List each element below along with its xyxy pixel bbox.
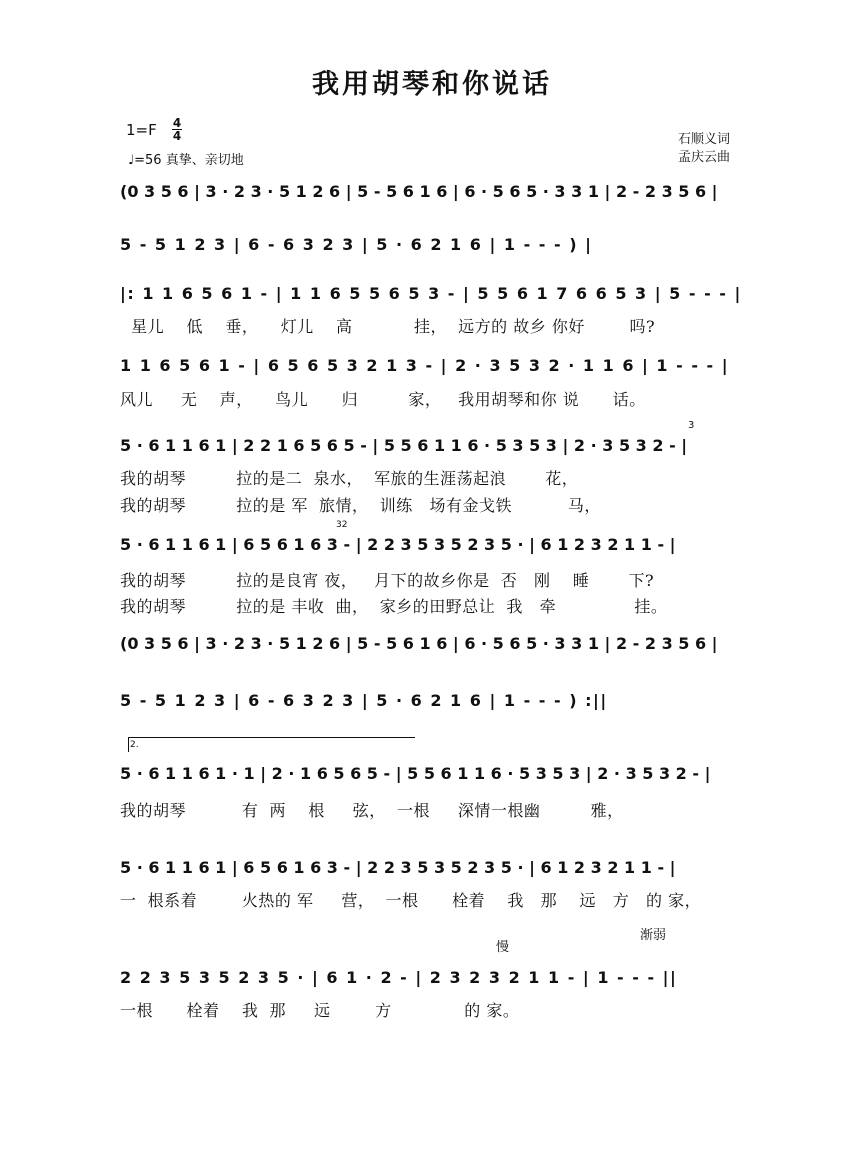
notes: (0 3 5 6 | 3 · 2 3 · 5 1 2 6 | 5 - 5 6 1 6 | 6 · 5 6 5 · 3 3 1 | 2 - 2 3 5 6 |	[120, 634, 718, 653]
notes: 5 · 6 1 1 6 1 | 6 5 6 1 6 3 - | 2 2 3 5 3 5 2 3 5 · | 6 1 2 3 2 1 1 - |	[120, 535, 676, 554]
notation-line-2	[120, 235, 750, 265]
lyricist-credit: 石顺义词	[678, 132, 731, 147]
notation-line-1	[120, 182, 750, 212]
notes: 5 · 6 1 1 6 1 · 1 | 2 · 1 6 5 6 5 - | 5 5 6 1 1 6 · 5 3 5 3 | 2 · 3 5 3 2 - |	[120, 764, 711, 783]
lyric-line-4: 我的胡琴 拉的是 军 旅情， 训练 场有金戈铁 马，	[120, 496, 601, 515]
time-signature-bottom: 4	[172, 129, 182, 143]
lyric-line-6: 我的胡琴 拉的是 丰收 曲， 家乡的田野总让 我 牵 挂。	[120, 597, 668, 616]
lyric-line-7: 我的胡琴 有 两 根 弦， 一根 深情一根幽 雅，	[120, 801, 624, 820]
notes: 2 2 3 5 3 5 2 3 5 · | 6 1 · 2 - | 2 3 2 3 2 1 1 - | 1 - - - ||	[120, 968, 678, 987]
volta-bracket	[128, 737, 415, 752]
song-title: 我用胡琴和你说话	[312, 69, 552, 100]
volta-label: 2.	[130, 740, 139, 750]
lyric-line-9: 一根 栓着 我 那 远 方 的 家。	[120, 1001, 520, 1020]
notes: 5 - 5 1 2 3 | 6 - 6 3 2 3 | 5 · 6 2 1 6 | 1 - - - ) :||	[120, 691, 608, 710]
notation-line-7	[120, 634, 750, 664]
tempo-marking: ♩=56 真挚、亲切地	[128, 153, 244, 168]
lyric-line-1: 星儿 低 垂， 灯儿 高 挂， 远方的 故乡 你好 吗?	[120, 317, 656, 336]
notes: (0 3 5 6 | 3 · 2 3 · 5 1 2 6 | 5 - 5 6 1 6 | 6 · 5 6 5 · 3 3 1 | 2 - 2 3 5 6 |	[120, 182, 718, 201]
fade-marking: 渐弱	[640, 928, 667, 943]
lyric-line-2: 风儿 无 声， 鸟儿 归 家， 我用胡琴和你 说 话。	[120, 390, 646, 409]
notes: 5 · 6 1 1 6 1 | 2 2 1 6 5 6 5 - | 5 5 6 1 1 6 · 5 3 5 3 | 2 · 3 5 3 2 - |	[120, 436, 688, 455]
time-signature-top: 4	[172, 116, 182, 130]
notation-line-9	[120, 764, 750, 794]
grace-note-32: 32	[336, 520, 348, 530]
time-signature	[172, 117, 182, 142]
notation-line-10	[120, 858, 750, 888]
lyric-line-5: 我的胡琴 拉的是良宵 夜， 月下的故乡你是 否 刚 睡 下?	[120, 571, 655, 590]
notes: |: 1 1 6 5 6 1 - | 1 1 6 5 5 6 5 3 - | 5 5 6 1 7 6 6 5 3 | 5 - - - |	[120, 284, 742, 303]
lyric-line-3: 我的胡琴 拉的是二 泉水， 军旅的生涯荡起浪 花，	[120, 469, 579, 488]
notes: 5 - 5 1 2 3 | 6 - 6 3 2 3 | 5 · 6 2 1 6 | 1 - - - ) |	[120, 235, 593, 254]
triplet-mark: 3	[688, 420, 695, 431]
notation-line-11	[120, 968, 750, 998]
notes: 5 · 6 1 1 6 1 | 6 5 6 1 6 3 - | 2 2 3 5 3 5 2 3 5 · | 6 1 2 3 2 1 1 - |	[120, 858, 676, 877]
notes: 1 1 6 5 6 1 - | 6 5 6 5 3 2 1 3 - | 2 · 3 5 3 2 · 1 1 6 | 1 - - - |	[120, 356, 730, 375]
slow-marking: 慢	[496, 940, 510, 955]
notation-line-6	[120, 535, 750, 565]
notation-line-5	[120, 436, 750, 466]
notation-line-8	[120, 691, 750, 721]
notation-line-4	[120, 356, 750, 386]
composer-credit: 孟庆云曲	[678, 150, 731, 165]
notation-line-3	[120, 284, 750, 314]
lyric-line-8: 一 根系着 火热的 军 营， 一根 栓着 我 那 远 方 的 家，	[120, 891, 702, 910]
key-signature: 1=F	[126, 121, 157, 139]
